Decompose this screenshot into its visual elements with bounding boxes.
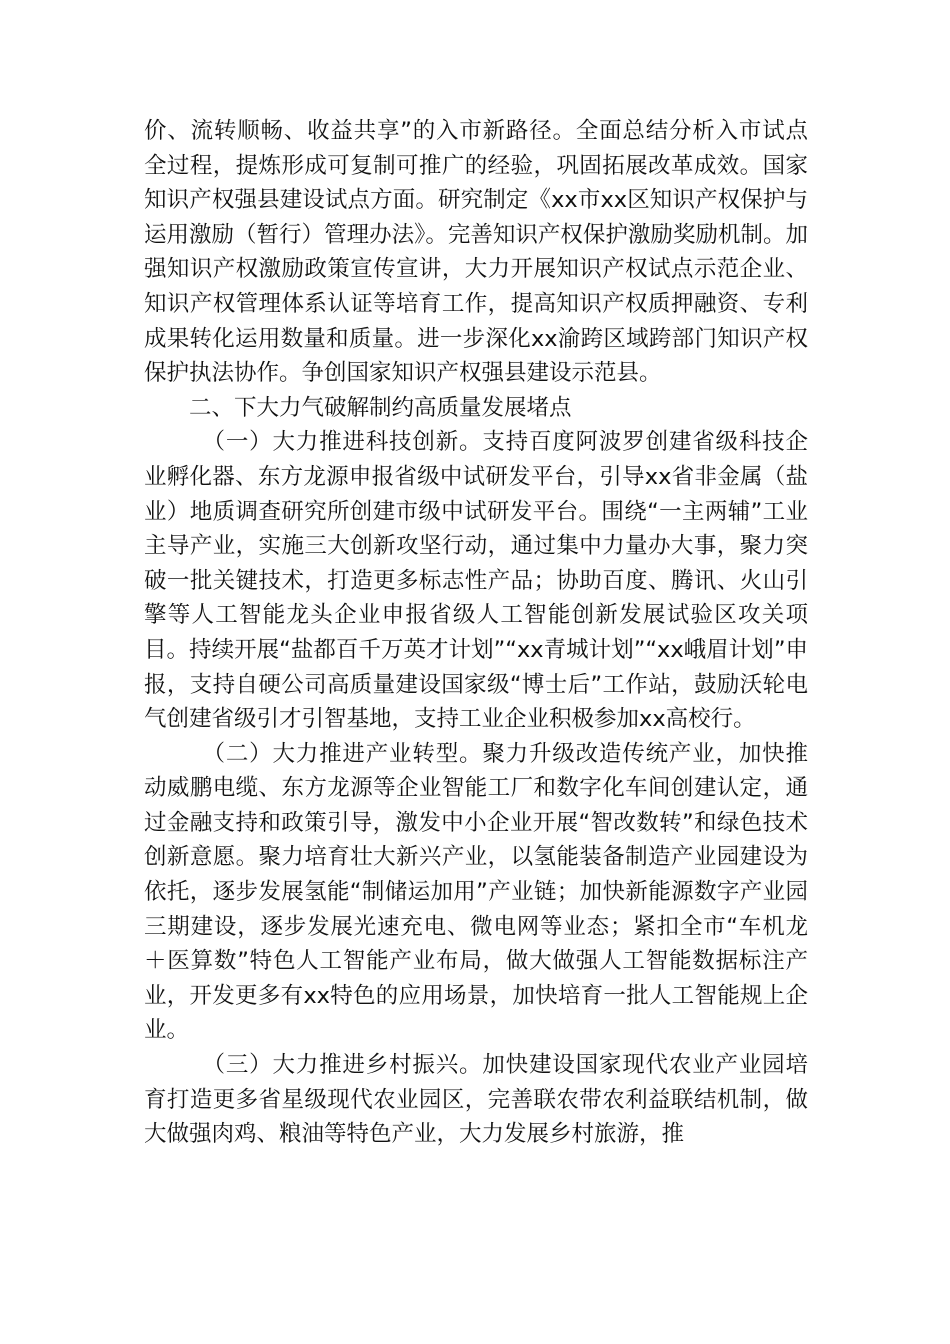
paragraph-rural-revitalization: （三）大力推进乡村振兴。加快建设国家现代农业产业园培育打造更多省星级现代农业园区，完善联农带农利益联结机制，做大做强肉鸡、粮油等特色产业，大力发展乡村旅游，推 <box>144 1052 808 1148</box>
paragraph-ip-pilot: 价、流转顺畅、收益共享”的入市新路径。全面总结分析入市试点全过程，提炼形成可复制可推广的经验，巩固拓展改革成效。国家知识产权强县建设试点方面。研究制定《xx市xx区知识产权保护与运用激励（暂行）管理办法》。完善知识产权保护激励奖励机制。加强知识产权激励政策宣传宣讲，大力开展知识产权试点示范企业、知识产权管理体系认证等培育工作，提高知识产权质押融资、专利成果转化运用数量和质量。进一步深化xx渝跨区域跨部门知识产权保护执法协作。争创国家知识产权强县建设示范县。 <box>144 118 808 387</box>
document-page <box>144 114 808 1152</box>
paragraph-industry-transformation: （二）大力推进产业转型。聚力升级改造传统产业，加快推动威鹏电缆、东方龙源等企业智能工厂和数字化车间创建认定，通过金融支持和政策引导，激发中小企业开展“智改数转”和绿色技术创新意愿。聚力培育壮大新兴产业，以氢能装备制造产业园建设为依托，逐步发展氢能“制储运加用”产业链；加快新能源数字产业园三期建设，逐步发展光速充电、微电网等业态；紧扣全市“车机龙＋医算数”特色人工智能产业布局，做大做强人工智能数据标注产业，开发更多有xx特色的应用场景，加快培育一批人工智能规上企业。 <box>144 740 808 1044</box>
section-heading: 二、下大力气破解制约高质量发展堵点 <box>189 394 572 421</box>
paragraph-tech-innovation: （一）大力推进科技创新。支持百度阿波罗创建省级科技企业孵化器、东方龙源申报省级中试研发平台，引导xx省非金属（盐业）地质调查研究所创建市级中试研发平台。围绕“一主两辅”工业主导产业，实施三大创新攻坚行动，通过集中力量办大事，聚力突破一批关键技术，打造更多标志性产品；协助百度、腾讯、火山引擎等人工智能龙头企业申报省级人工智能创新发展试验区攻关项目。持续开展“盐都百千万英才计划”“xx青城计划”“xx峨眉计划”申报，支持自硬公司高质量建设国家级“博士后”工作站，鼓励沃轮电气创建省级引才引智基地，支持工业企业积极参加xx高校行。 <box>144 429 808 733</box>
